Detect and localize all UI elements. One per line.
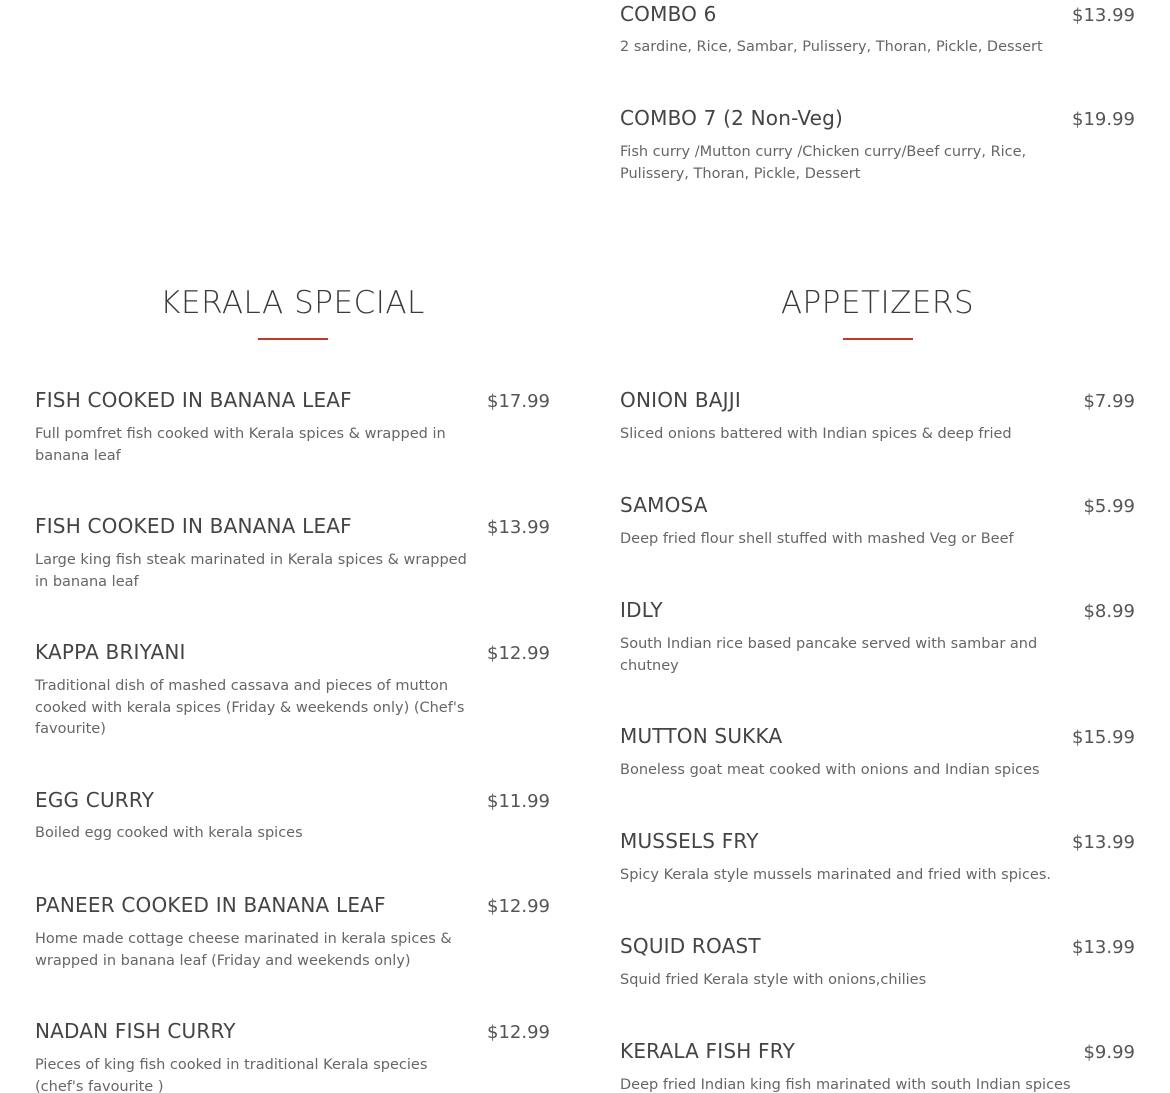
- item-name: COMBO 6: [620, 2, 717, 26]
- item-price: $8.99: [1083, 601, 1135, 622]
- item-name: ONION BAJJI: [620, 388, 741, 412]
- item-name: MUSSELS FRY: [620, 829, 759, 853]
- item-description: Deep fried flour shell stuffed with mashed Veg or Beef: [620, 531, 1014, 547]
- item-description: Squid fried Kerala style with onions,chilies: [620, 972, 927, 988]
- item-price: $13.99: [1072, 937, 1135, 958]
- item-description: Spicy Kerala style mussels marinated and fried with spices.: [620, 867, 1052, 883]
- item-description: Traditional dish of mashed cassava and pieces of mutton cooked with kerala spices (Friday & weekends only) (Chef's favourite): [35, 678, 465, 737]
- item-name: KERALA FISH FRY: [620, 1039, 795, 1063]
- item-name: MUTTON SUKKA: [620, 724, 783, 748]
- item-name: IDLY: [620, 598, 663, 622]
- item-price: $12.99: [487, 643, 550, 664]
- item-price: $17.99: [487, 391, 550, 412]
- item-description: Home made cottage cheese marinated in kerala spices & wrapped in banana leaf (Friday and weekends only): [35, 931, 452, 969]
- item-description: Large king fish steak marinated in Kerala spices & wrapped in banana leaf: [35, 552, 467, 590]
- item-description: Boneless goat meat cooked with onions and Indian spices: [620, 762, 1040, 778]
- item-name: NADAN FISH CURRY: [35, 1019, 236, 1043]
- item-name: SAMOSA: [620, 493, 708, 517]
- section-divider: [258, 338, 328, 340]
- item-description: 2 sardine, Rice, Sambar, Pulissery, Thoran, Pickle, Dessert: [620, 39, 1043, 55]
- item-description: Pieces of king fish cooked in traditional Kerala species (chef's favourite ): [35, 1057, 428, 1093]
- item-description: Sliced onions battered with Indian spices & deep fried: [620, 426, 1012, 442]
- item-description: Deep fried Indian king fish marinated with south Indian spices: [620, 1077, 1071, 1093]
- item-description: South Indian rice based pancake served with sambar and chutney: [620, 636, 1038, 674]
- section-title-appetizers: APPETIZERS: [780, 285, 975, 321]
- item-name: COMBO 7 (2 Non-Veg): [620, 106, 844, 130]
- item-description: Full pomfret fish cooked with Kerala spices & wrapped in banana leaf: [35, 426, 446, 464]
- item-name: FISH COOKED IN BANANA LEAF: [35, 388, 352, 412]
- item-description: Boiled egg cooked with kerala spices: [35, 825, 303, 841]
- item-price: $15.99: [1072, 727, 1135, 748]
- item-name: PANEER COOKED IN BANANA LEAF: [35, 893, 386, 917]
- item-price: $11.99: [487, 791, 550, 812]
- item-price: $19.99: [1072, 109, 1135, 130]
- item-price: $7.99: [1083, 391, 1135, 412]
- section-title-kerala-special: KERALA SPECIAL: [160, 285, 425, 321]
- section-divider: [843, 338, 913, 340]
- item-name: KAPPA BRIYANI: [35, 640, 186, 664]
- item-name: SQUID ROAST: [620, 934, 761, 958]
- item-price: $12.99: [487, 1022, 550, 1043]
- item-price: $5.99: [1083, 496, 1135, 517]
- item-price: $9.99: [1083, 1042, 1135, 1063]
- item-price: $13.99: [1072, 5, 1135, 26]
- item-price: $13.99: [1072, 832, 1135, 853]
- item-name: FISH COOKED IN BANANA LEAF: [35, 514, 352, 538]
- item-price: $13.99: [487, 517, 550, 538]
- item-description: Fish curry /Mutton curry /Chicken curry/Beef curry, Rice, Pulissery, Thoran, Pickle, Dessert: [620, 144, 1027, 182]
- item-name: EGG CURRY: [35, 788, 155, 812]
- item-price: $12.99: [487, 896, 550, 917]
